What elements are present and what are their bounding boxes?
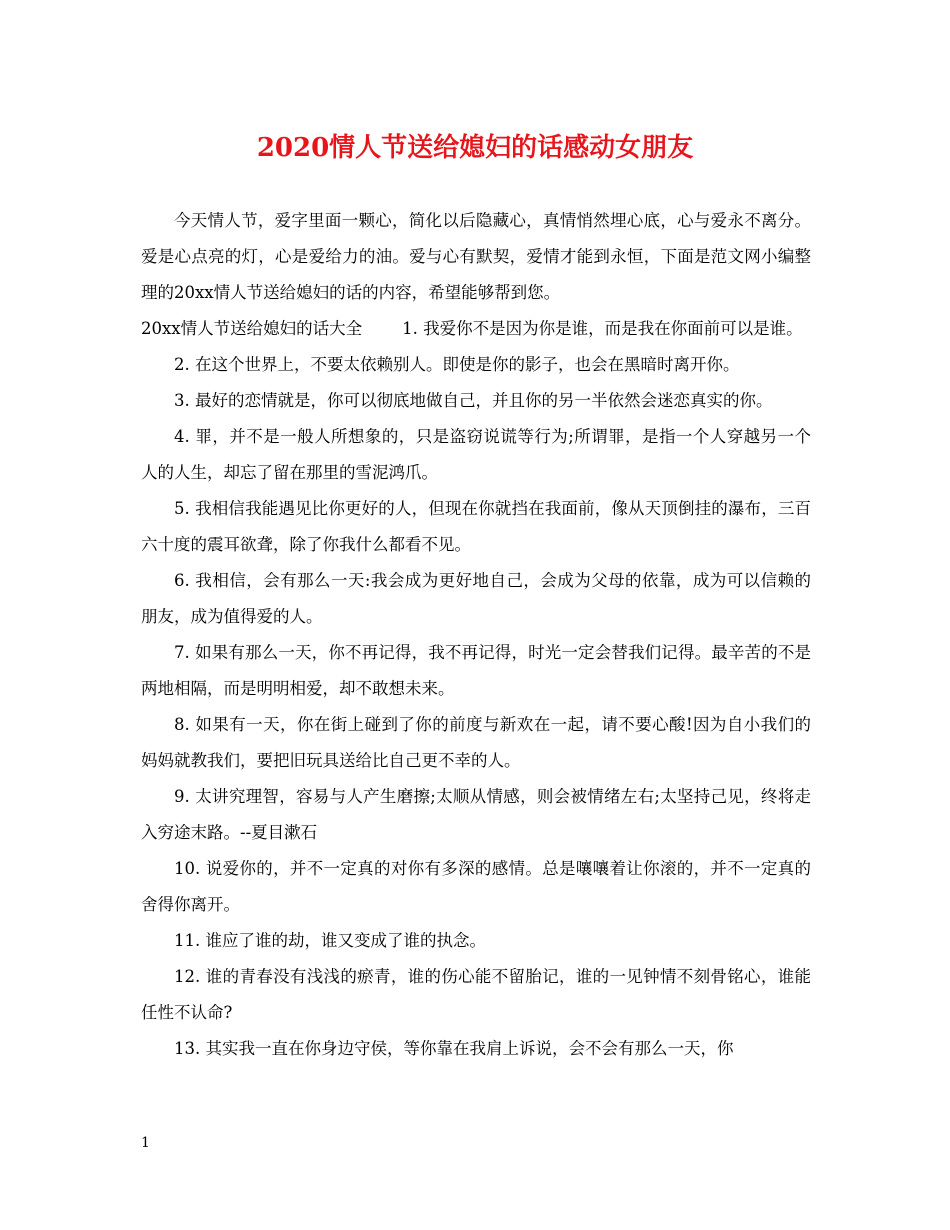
list-item: 4. 罪，并不是一般人所想象的，只是盗窃说谎等行为;所谓罪，是指一个人穿越另一个人的人生，却忘了留在那里的雪泥鸿爪。 (141, 427, 811, 482)
list-item: 10. 说爱你的，并不一定真的对你有多深的感情。总是嚷嚷着让你滚的，并不一定真的舍得你离开。 (141, 859, 811, 914)
intro-paragraph: 今天情人节，爱字里面一颗心，简化以后隐藏心，真情悄然埋心底，心与爱永不离分。爱是心点亮的灯，心是爱给力的油。爱与心有默契，爱情才能到永恒，下面是范文网小编整理的20xx情人节送给媳妇的话的内容，希望能够帮到您。 (141, 211, 811, 302)
list-item: 8. 如果有一天，你在街上碰到了你的前度与新欢在一起，请不要心酸!因为自小我们的妈妈就教我们，要把旧玩具送给比自己更不幸的人。 (141, 715, 811, 770)
list-item: 13. 其实我一直在你身边守侯，等你靠在我肩上诉说，会不会有那么一天，你 (174, 1039, 734, 1058)
document-title: 2020情人节送给媳妇的话感动女朋友 (256, 133, 694, 163)
list-item: 12. 谁的青春没有浅浅的瘀青，谁的伤心能不留胎记，谁的一见钟情不刻骨铭心，谁能任性不认命? (141, 967, 811, 1022)
list-item: 11. 谁应了谁的劫，谁又变成了谁的执念。 (174, 931, 486, 950)
list-heading-paragraph (141, 311, 811, 347)
list-item: 9. 太讲究理智，容易与人产生磨擦;太顺从情感，则会被情绪左右;太坚持己见，终将走入穷途末路。--夏目漱石 (141, 787, 811, 842)
list-item: 5. 我相信我能遇见比你更好的人，但现在你就挡在我面前，像从天顶倒挂的瀑布，三百六十度的震耳欲聋，除了你我什么都看不见。 (141, 499, 811, 554)
page-number: 1 (141, 1135, 150, 1151)
list-heading: 20xx情人节送给媳妇的话大全 (141, 319, 363, 338)
list-item: 6. 我相信，会有那么一天:我会成为更好地自己，会成为父母的依靠，成为可以信赖的朋友，成为值得爱的人。 (141, 571, 811, 626)
document-body (141, 203, 811, 1067)
list-item: 1. 我爱你不是因为你是谁，而是我在你面前可以是谁。 (402, 319, 803, 338)
list-item: 3. 最好的恋情就是，你可以彻底地做自己，并且你的另一半依然会迷恋真实的你。 (174, 391, 773, 410)
list-item: 2. 在这个世界上，不要太依赖别人。即使是你的影子，也会在黑暗时离开你。 (174, 355, 740, 374)
list-item: 7. 如果有那么一天，你不再记得，我不再记得，时光一定会替我们记得。最辛苦的不是两地相隔，而是明明相爱，却不敢想未来。 (141, 643, 811, 698)
